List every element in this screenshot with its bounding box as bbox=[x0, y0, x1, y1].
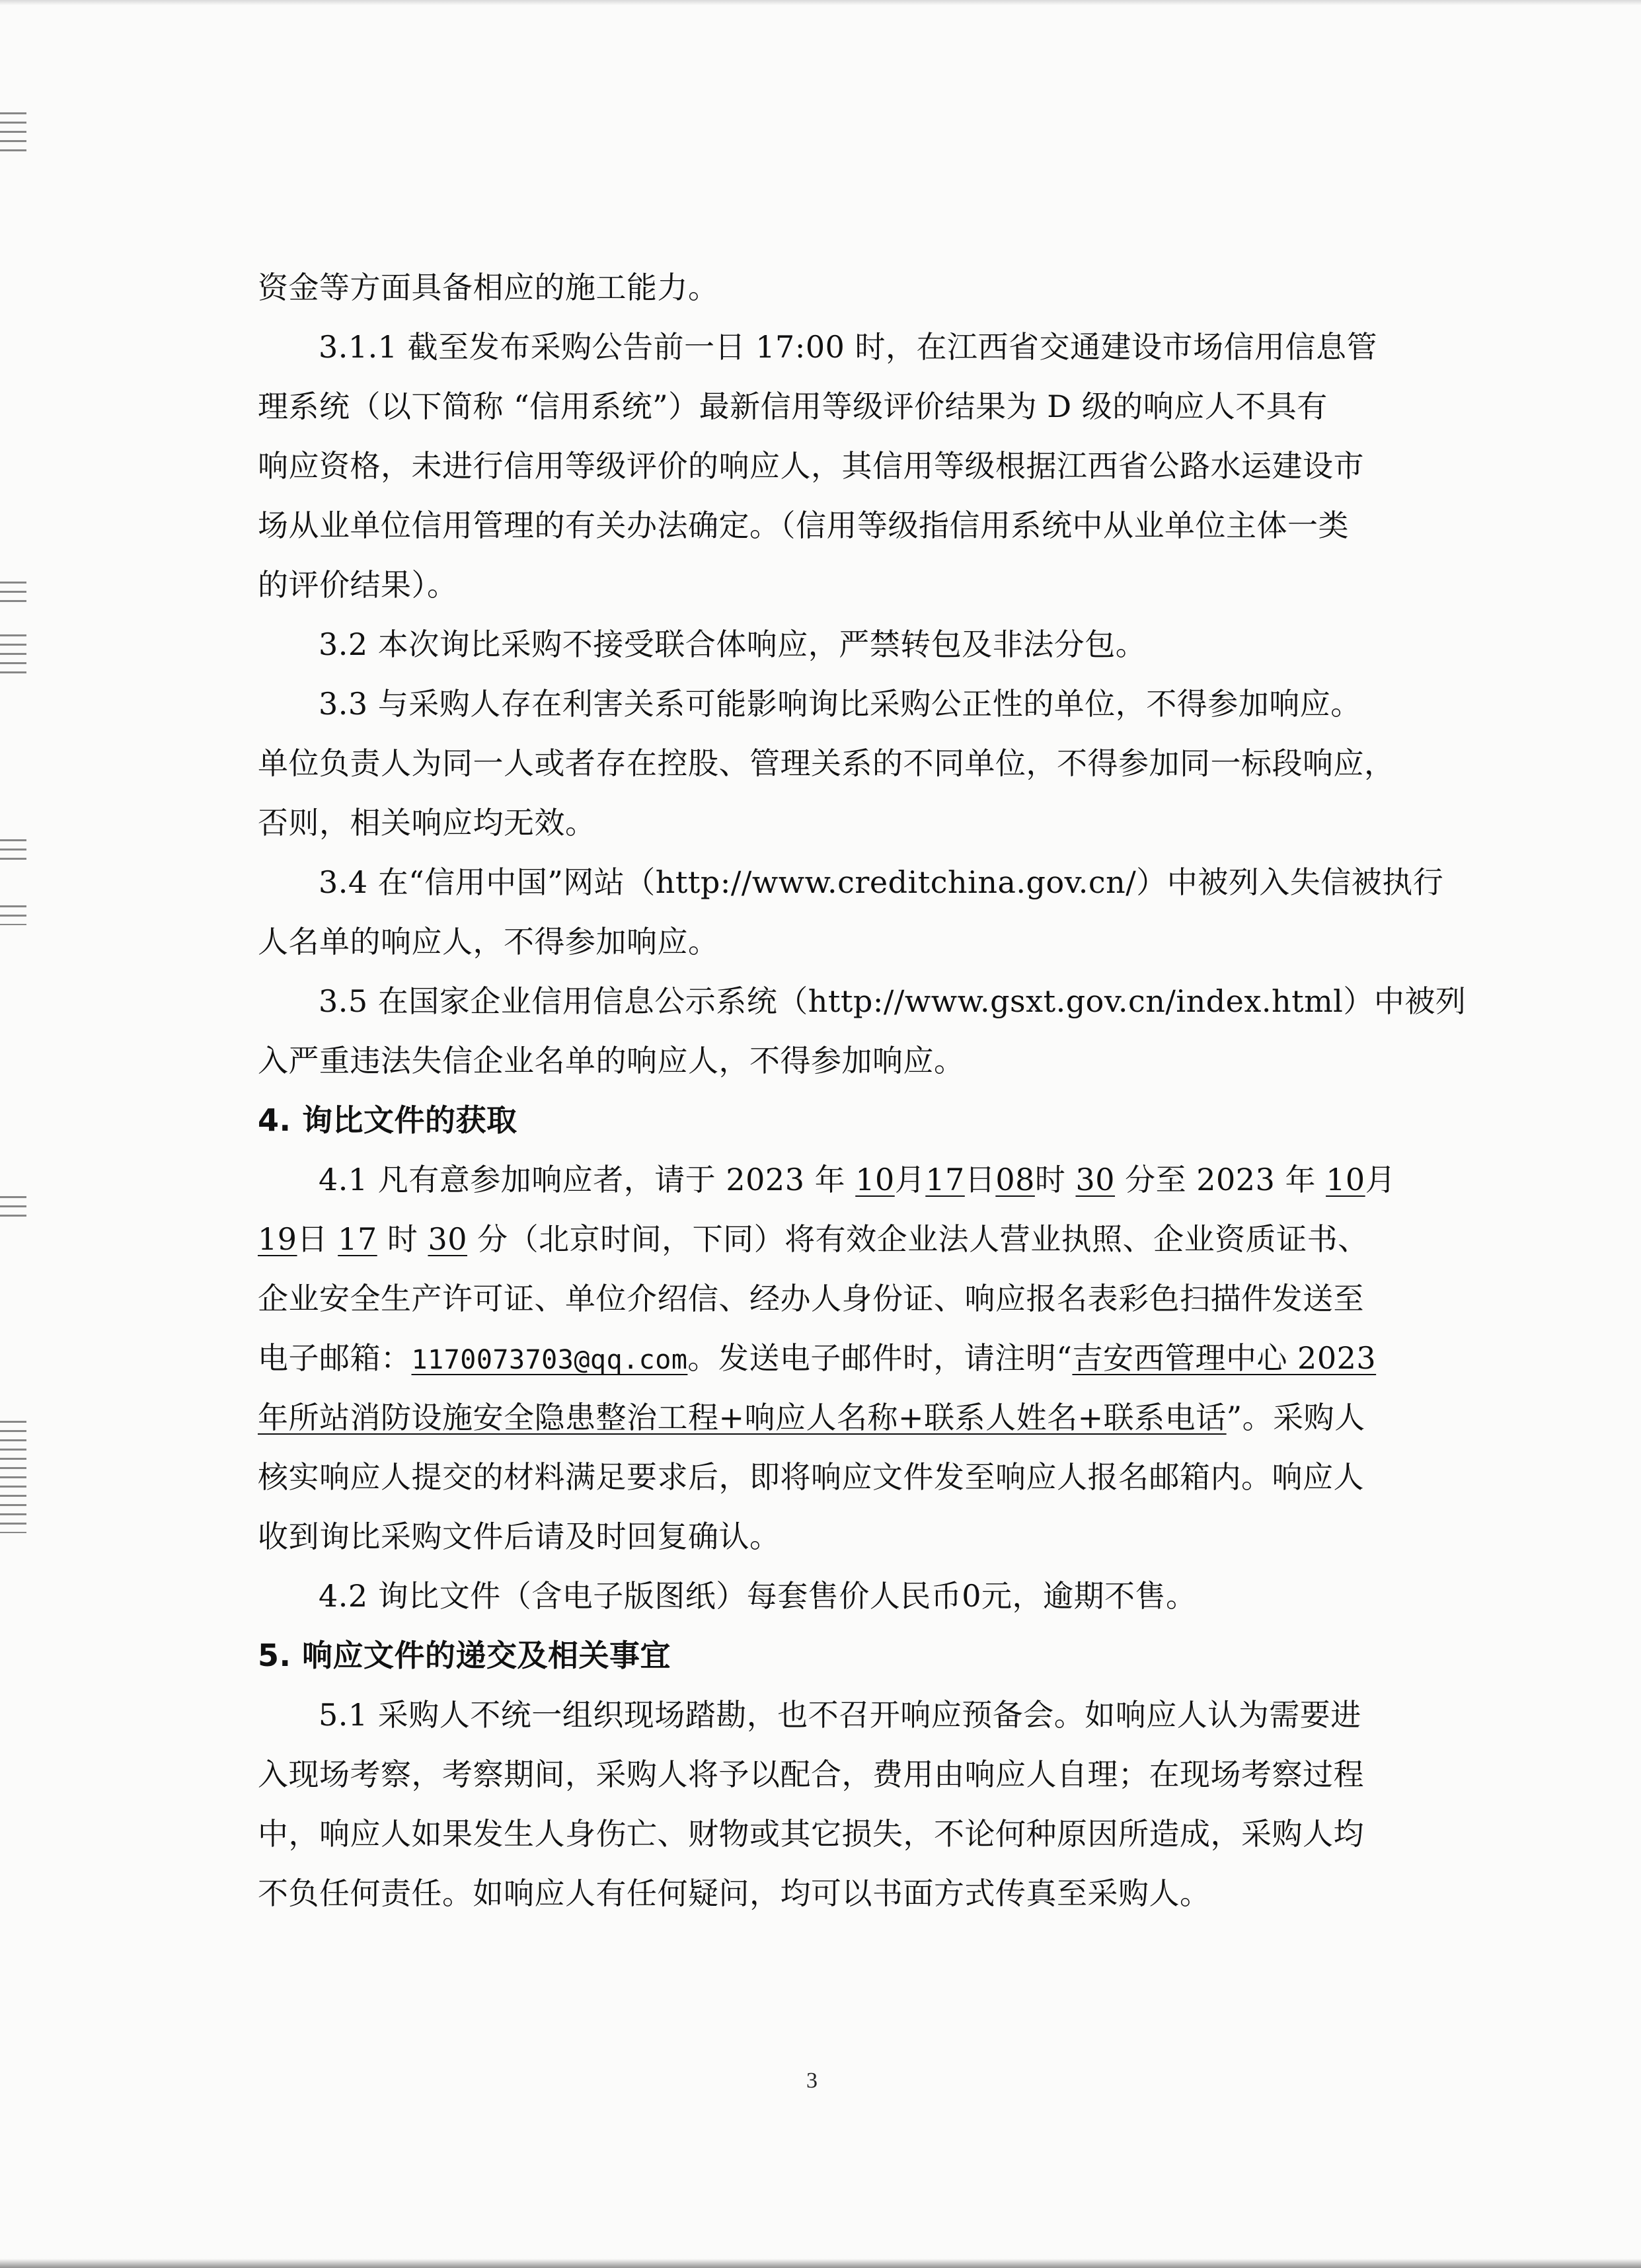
scan-binding-marks bbox=[0, 634, 26, 681]
paragraph-line: 4.2 询比文件（含电子版图纸）每套售价人民币0元，逾期不售。 bbox=[319, 1578, 1197, 1614]
paragraph-line: 入严重违法失信企业名单的响应人，不得参加响应。 bbox=[258, 1043, 965, 1078]
scan-binding-marks bbox=[0, 905, 26, 925]
scan-binding-marks bbox=[0, 112, 26, 152]
underlined-minute: 30 bbox=[428, 1221, 468, 1257]
underlined-minute: 30 bbox=[1075, 1162, 1116, 1197]
text-run: 。发送电子邮件时，请注明“ bbox=[687, 1340, 1073, 1376]
section-heading: 4. 询比文件的获取 bbox=[258, 1102, 517, 1138]
paragraph-line: 响应资格，未进行信用等级评价的响应人，其信用等级根据江西省公路水运建设市 bbox=[258, 448, 1364, 484]
document-body bbox=[258, 258, 1467, 1923]
scan-top-edge bbox=[0, 0, 1641, 5]
paragraph-line: 入现场考察，考察期间，采购人将予以配合，费用由响应人自理；在现场考察过程 bbox=[258, 1757, 1364, 1792]
underlined-month: 10 bbox=[1326, 1162, 1365, 1197]
text-run: 分（北京时间，下同）将有效企业法人营业执照、企业资质证书、 bbox=[467, 1221, 1369, 1257]
paragraph-line: 企业安全生产许可证、单位介绍信、经办人身份证、响应报名表彩色扫描件发送至 bbox=[258, 1281, 1364, 1316]
text-run: 日 bbox=[297, 1221, 338, 1257]
scan-binding-marks bbox=[0, 1196, 26, 1223]
underlined-hour: 08 bbox=[995, 1162, 1035, 1197]
paragraph-line: 场从业单位信用管理的有关办法确定。（信用等级指信用系统中从业单位主体一类 bbox=[258, 508, 1349, 543]
text-run: 电子邮箱： bbox=[258, 1340, 412, 1376]
paragraph-line: 核实响应人提交的材料满足要求后，即将响应文件发至响应人报名邮箱内。响应人 bbox=[258, 1459, 1364, 1495]
paragraph-line: 人名单的响应人，不得参加响应。 bbox=[258, 924, 719, 960]
scan-binding-marks bbox=[0, 839, 26, 866]
text-run: 4.1 凡有意参加响应者，请于 2023 年 bbox=[319, 1162, 856, 1197]
scan-bottom-edge bbox=[0, 2259, 1641, 2268]
paragraph-line: 的评价结果）。 bbox=[258, 567, 458, 603]
paragraph-line: 3.2 本次询比采购不接受联合体响应，严禁转包及非法分包。 bbox=[319, 626, 1147, 662]
underlined-day: 17 bbox=[925, 1162, 965, 1197]
section-heading: 5. 响应文件的递交及相关事宜 bbox=[258, 1638, 671, 1673]
paragraph-line: 不负任何责任。如响应人有任何疑问，均可以书面方式传真至采购人。 bbox=[258, 1875, 1211, 1911]
scan-binding-marks bbox=[0, 582, 26, 608]
text-run: 时 bbox=[377, 1221, 428, 1257]
text-run: 日 bbox=[964, 1162, 996, 1197]
paragraph-line bbox=[258, 1209, 1385, 1269]
paragraph-line bbox=[258, 1150, 1396, 1209]
paragraph-line: 中，响应人如果发生人身伤亡、财物或其它损失，不论何种原因所造成，采购人均 bbox=[258, 1816, 1364, 1852]
underlined-hour: 17 bbox=[338, 1221, 377, 1257]
text-run: 月 bbox=[894, 1162, 926, 1197]
underlined-month: 10 bbox=[855, 1162, 895, 1197]
paragraph-line: 资金等方面具备相应的施工能力。 bbox=[258, 270, 719, 305]
underlined-day: 19 bbox=[258, 1221, 297, 1257]
underlined-subject: 年所站消防设施安全隐患整治工程+响应人名称+联系人姓名+联系电话 bbox=[258, 1400, 1227, 1435]
paragraph-line bbox=[258, 1328, 1385, 1388]
underlined-subject: 吉安西管理中心 2023 bbox=[1072, 1340, 1377, 1376]
paragraph-line: 5.1 采购人不统一组织现场踏勘，也不召开响应预备会。如响应人认为需要进 bbox=[319, 1697, 1361, 1733]
paragraph-line: 3.5 在国家企业信用信息公示系统（http://www.gsxt.gov.cn/index.html）中被列 bbox=[319, 983, 1467, 1019]
page-number: 3 bbox=[806, 2068, 818, 2093]
text-run: 分至 2023 年 bbox=[1115, 1162, 1326, 1197]
paragraph-line: 单位负责人为同一人或者存在控股、管理关系的不同单位，不得参加同一标段响应， bbox=[258, 745, 1395, 781]
email-address: 1170073703@qq.com bbox=[411, 1345, 688, 1375]
text-run: 月 bbox=[1365, 1162, 1396, 1197]
paragraph-line: 否则，相关响应均无效。 bbox=[258, 805, 596, 841]
text-run: 时 bbox=[1034, 1162, 1076, 1197]
paragraph-line: 3.3 与采购人存在利害关系可能影响询比采购公正性的单位，不得参加响应。 bbox=[319, 686, 1361, 722]
paragraph-line: 3.1.1 截至发布采购公告前一日 17:00 时，在江西省交通建设市场信用信息管 bbox=[319, 329, 1377, 365]
paragraph-line: 理系统（以下简称 “信用系统”）最新信用等级评价结果为 D 级的响应人不具有 bbox=[258, 389, 1328, 424]
scan-binding-marks bbox=[0, 1421, 26, 1533]
text-run: ”。采购人 bbox=[1226, 1400, 1365, 1435]
paragraph-line bbox=[258, 1388, 1385, 1447]
paragraph-line: 3.4 在“信用中国”网站（http://www.creditchina.gov.cn/）中被列入失信被执行 bbox=[319, 864, 1444, 900]
paragraph-line: 收到询比采购文件后请及时回复确认。 bbox=[258, 1519, 781, 1554]
